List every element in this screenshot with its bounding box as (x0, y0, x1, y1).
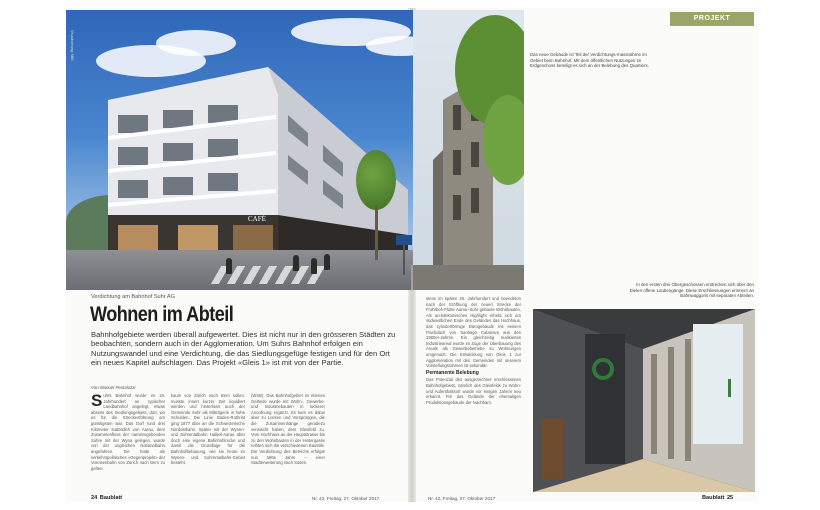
article-column-4: stens im späten 20. Jahrhundert und beendeten nach der Eröffnung der neuen Strecke der Frohrbeh-Flotte Aarau–Suhr gebaute Wohnbauten. Als architektonisches Highlight erhebt sich am südwestlichen Ende des Geländes das Hochhaus, das zylinderförmige Bürogebäude mit seinem Flachdach von Santiago Calatrava aus den 1980er-Jahren. Ein gleichzeitig realisiertes Industrieareal wurde im Zuge der Überbauung des Areals als Gewerbebetriebe zu Wohnungen umgenutzt. Die Entwicklung von Gleis 1 zur Agglomeration mit den Gemeinden mit unserem Vorstellungsrahmen ist sekundär. Permanente Belebung Das Potenzial des ausgezeichnet erschlossenen Bahnhofgebiets, nämlich des Gleisfelds zu Wohn- und Aufenthaltsort wurde vor einigen Jahren neu erkannt. Für das Gelände der ehemaligen Produktionsgebäude der Nachbarn. (426, 296, 521, 405)
caption-building: Das neue Gebäude ist Teil der Verdichtungs-massnahme im Gebiet beim Bahnhof. Mit dem öffentlichen Nutzungen im Erdgeschoss beteiligt es sich an der Belebung des Quartiers. (530, 52, 649, 68)
corridor-interior-photo (533, 309, 755, 492)
issue-right: Nr. 42, Freitag, 27. Oktober 2017 (428, 496, 496, 501)
section-tag: PROJEKT (670, 12, 754, 26)
drop-cap: S (91, 393, 103, 410)
article-kicker: Verdichtung am Bahnhof Suhr AG (91, 294, 175, 300)
building-side-photo (413, 10, 524, 290)
issue-left: Nr. 42, Freitag, 27. Oktober 2017 (312, 496, 380, 501)
magazine-name-right: Baublatt (702, 495, 725, 501)
footer-right (702, 495, 733, 501)
photo-credit: Visualisierung: SBB (70, 30, 74, 61)
subheading: Permanente Belebung (426, 369, 479, 376)
article-column-2: kaum von Zürich nach Bern sollen, musste innert kurzer Zeit liquidiert werden und hinterliess auch der Gemeinde Suhr als Mitträgerin in hohe Schulden. Die Linie Baden-Rothrist ging 1877 über an die Schweizerische Nordostbahn. Später mit der Wynen- und Suhrentalbahn Hallwil-Aarau über doch eine eigene Bahnhofsrecke und damit die Grundlage für die Bahnhofbebauung, wie sie heute im Wynen- und Suhrentalbahn-Gebiet besteht. (171, 393, 245, 466)
page-number-left: 24 (91, 495, 98, 501)
article-author: Von Manuel Pestalozzi (91, 385, 136, 390)
article-lead: Bahnhofgebiete werden überall aufgewertet. Dies ist nicht nur in den grösseren Städten zu beobachten, sondern auch in der Agglomeration. Um Suhrs Bahnhof erfolgen ein Nutzungswandel und eine Verdichtung, die das Siedlungsgefüge festigen und für den Ort ein neues Kapitel aufschlagen. Das Projekt «Gleis 1» ist mit von der Partie. (91, 330, 396, 368)
street-sign (396, 235, 412, 245)
caption-corridor: In den ersten drei Obergeschossen erstrecken sich über den Dielen offene Laubengänge. Diese Erschliessungen erinnern an Bahnwaggons mit separaten Abteilen. (629, 282, 754, 298)
svg-text:CAFÉ: CAFÉ (248, 215, 266, 223)
page-number-right: 25 (726, 495, 734, 501)
magazine-name-left: Baublatt (99, 495, 123, 501)
article-column-3: (WSB). Das Bahnhofgebiet im ebenen Gelände wurde mit Wohn-, Gewerbe- und Industriebauten in lockerer Anordnung ergänzt. Es kam es dabei aber zu Lücken und Vorsprüngen, die die Zusammenhänge geradezu verwischt haben, dem Gleisfeld zu. Vom Hochhaus an der Hauptstrasse bis zu den Wohnbauten in der Hintergasse reihten sich die verschiedenen Baustile. Die Verdichtung des Bereichs erfolgte nun Mitte Jahre – einer Stadterweiterung nach Süden. (251, 393, 325, 466)
article-title: Wohnen im Abteil (90, 303, 234, 326)
article-column-1: Suhrs Bahnhof wurde im 19. Jahrhundert an typischer Landbahnhof angelegt, etwas abseits des Siedlungsgebiets, dort, wo es für die Streckenführung am günstigsten war. Das Dorf rund drei Kilometer südöstlich von Aarau, dem Zusammenfluss der namensgebenden Suhre mit der Wyna gelegen, wurde von der ungleichen Nationalbahn angefahren. Sie hatte als verkehrspolitisches «Gegenprojekt» der Voreisenbahn von Zürich nach Bern zu gelten. (91, 393, 165, 471)
footer-left (91, 495, 122, 501)
